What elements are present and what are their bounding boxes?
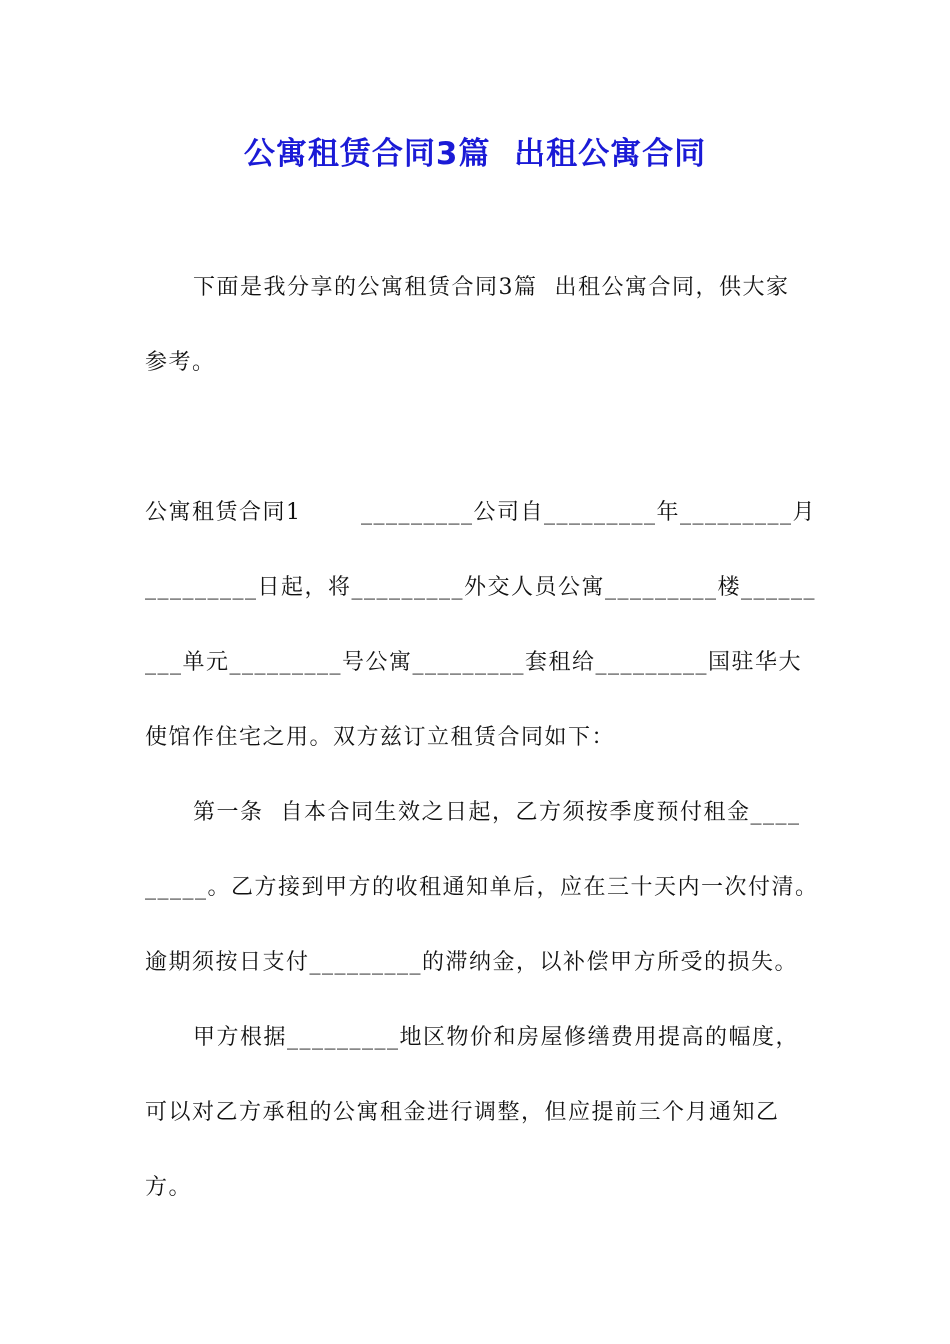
rent-adjust-line-2: 可以对乙方承租的公寓租金进行调整，但应提前三个月通知乙 xyxy=(145,1100,780,1125)
rent-adjust-line-1: 甲方根据_________地区物价和房屋修缮费用提高的幅度， xyxy=(193,1025,800,1050)
contract-line-4: 使馆作住宅之用。双方兹订立租赁合同如下： xyxy=(145,725,616,750)
contract-line-3: ___单元_________号公寓_________套租给_________国驻华大 xyxy=(145,650,803,675)
document-title: 公寓租赁合同3篇 出租公寓合同 xyxy=(243,136,707,172)
rent-adjust-line-3: 方。 xyxy=(145,1175,193,1200)
contract-line-2: _________日起，将_________外交人员公寓_________楼______ xyxy=(145,575,817,600)
intro-line-1: 下面是我分享的公寓租赁合同3篇 出租公寓合同，供大家 xyxy=(193,275,790,300)
article-1-line-3: 逾期须按日支付_________的滞纳金，以补偿甲方所受的损失。 xyxy=(145,950,799,975)
contract-line-1: 公寓租赁合同1 _________公司自_________年_________月 xyxy=(145,500,816,525)
intro-line-2: 参考。 xyxy=(145,350,216,375)
article-1-line-2: _____。乙方接到甲方的收租通知单后，应在三十天内一次付清。 xyxy=(145,875,819,900)
article-1-line-1: 第一条 自本合同生效之日起，乙方须按季度预付租金____ xyxy=(193,800,801,825)
